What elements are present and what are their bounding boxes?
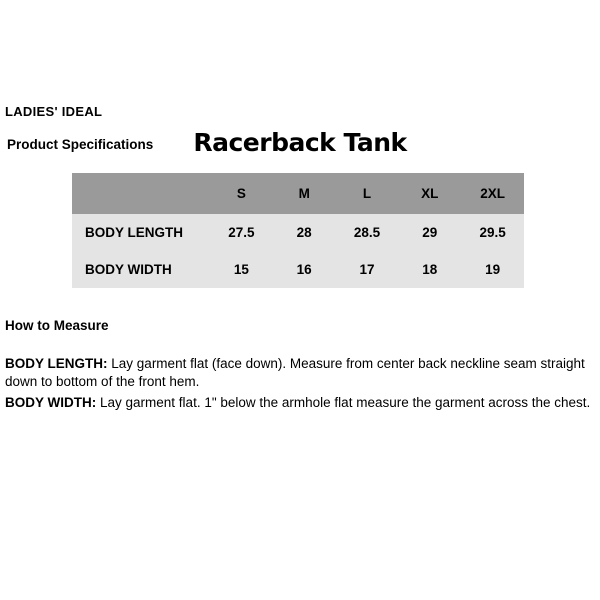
body-length-m: 28 (296, 225, 312, 240)
body-length-xl: 29 (422, 225, 438, 240)
size-col-xl: XL (421, 186, 439, 201)
spec-table (72, 173, 524, 288)
body-length-l: 28.5 (353, 225, 381, 240)
section-label: Product Specifications (7, 137, 154, 152)
size-col-l: L (362, 186, 372, 201)
size-col-2xl: 2XL (480, 186, 505, 201)
size-col-m: M (298, 186, 310, 201)
row-label-body-width: BODY WIDTH (85, 262, 172, 277)
body-width-l: 17 (359, 262, 375, 277)
body-length-s: 27.5 (228, 225, 255, 240)
body-width-s: 15 (233, 262, 249, 277)
body-width-row (72, 251, 524, 288)
body-length-row (72, 214, 524, 251)
size-col-s: S (236, 186, 246, 201)
body-width-instruction-text: Lay garment flat. 1" below the armhole flat measure the garment across the chest. (100, 395, 591, 410)
measure-instructions (5, 355, 597, 415)
header-empty-cell (72, 173, 210, 214)
body-width-xl: 18 (422, 262, 438, 277)
body-length-instruction-label: BODY LENGTH: (5, 356, 108, 371)
body-length-2xl: 29.5 (479, 225, 506, 240)
body-width-instruction (5, 394, 597, 412)
row-label-body-length: BODY LENGTH (85, 225, 184, 240)
body-width-m: 16 (296, 262, 312, 277)
product-title: Racerback Tank (193, 128, 407, 157)
how-to-measure-heading: How to Measure (5, 318, 109, 333)
size-header-row (72, 173, 524, 214)
body-width-2xl: 19 (485, 262, 501, 277)
body-length-instruction-text: Lay garment flat (face down). Measure from center back neckline seam straight down to bottom of the front hem. (5, 356, 585, 389)
body-width-instruction-label: BODY WIDTH: (5, 395, 97, 410)
brand-name: LADIES' IDEAL (5, 104, 103, 119)
body-length-instruction (5, 355, 597, 391)
